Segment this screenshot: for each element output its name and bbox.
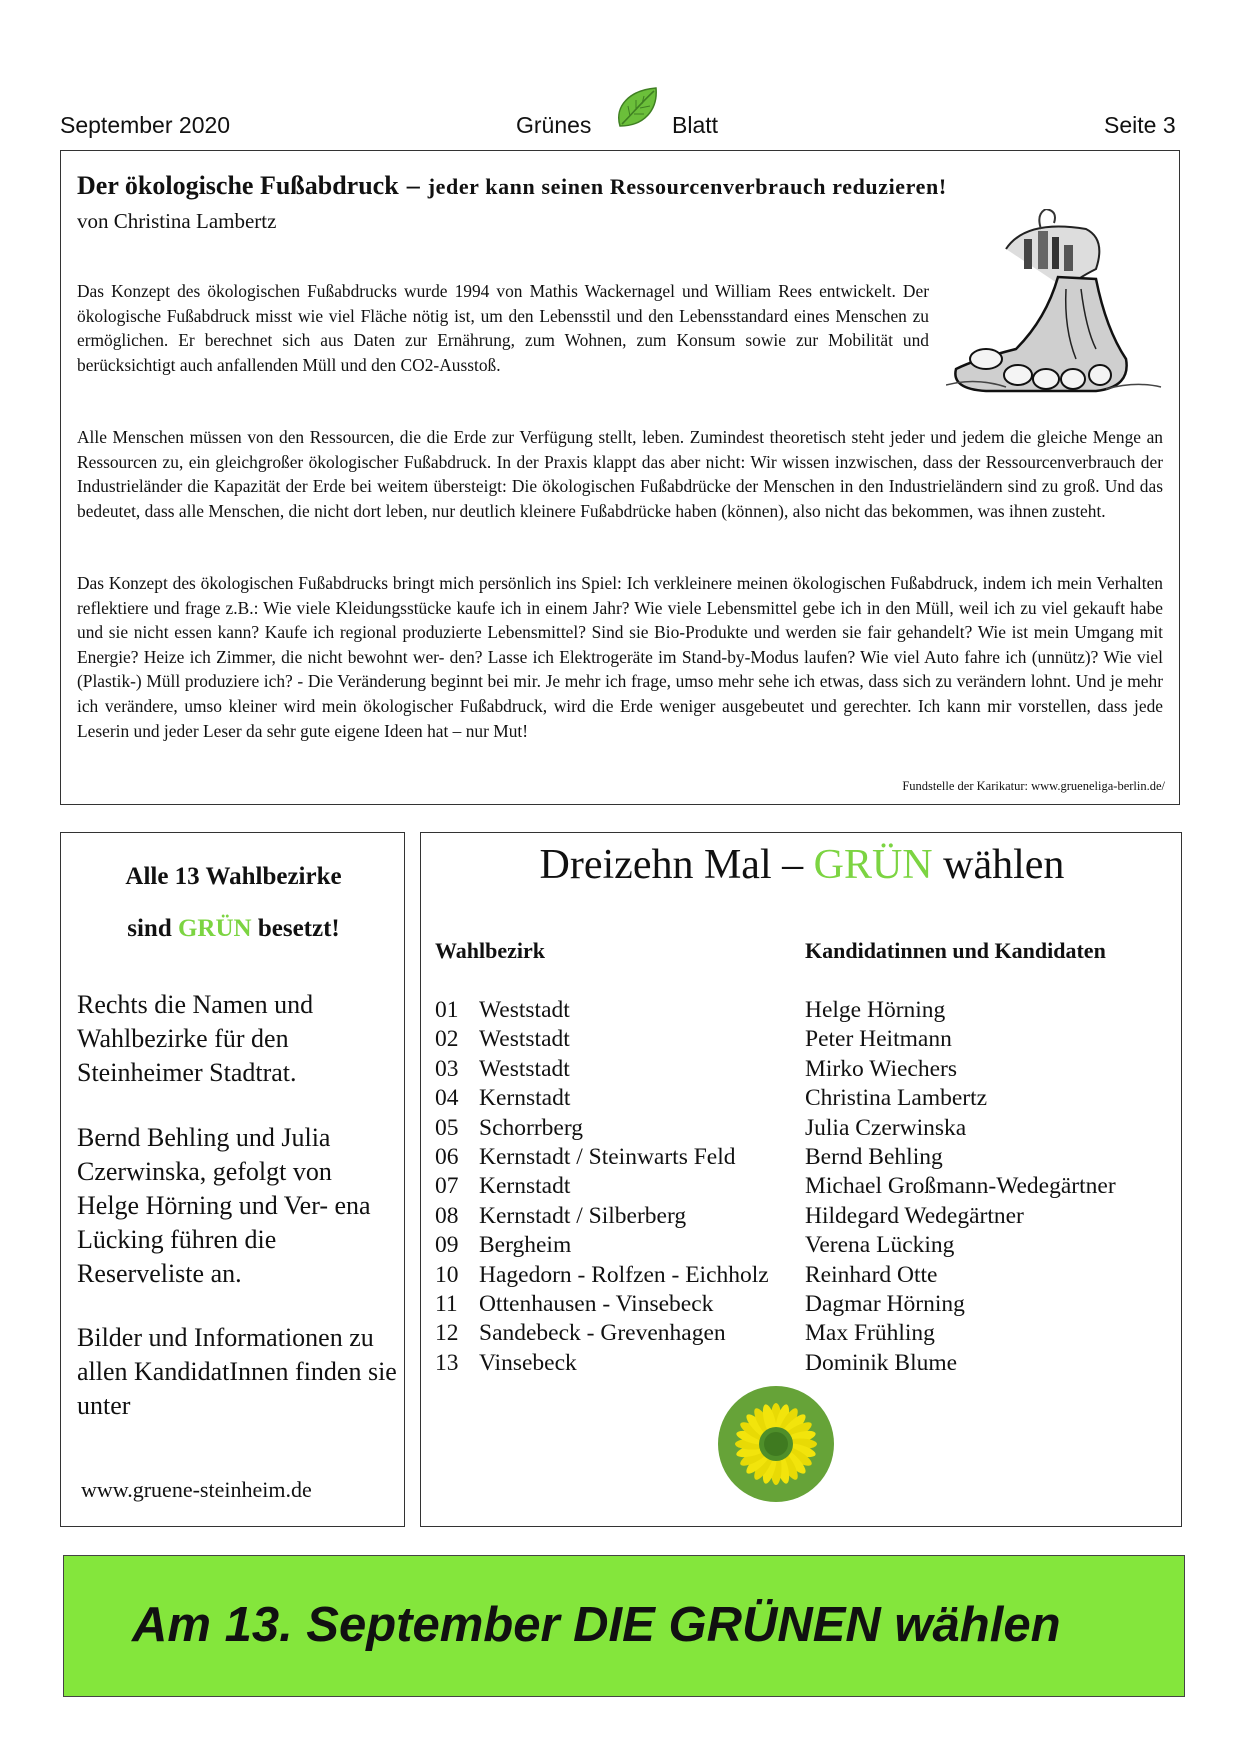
district-name: Hagedorn - Rolfzen - Eichholz — [479, 1261, 769, 1288]
article-paragraph-1: Das Konzept des ökologischen Fußabdrucks wurde 1994 von Mathis Wackernagel und William Rees entwickelt. Der ökologische Fußabdruck misst wie viel Fläche nötig ist, um den Lebensstil und den Lebensstandard eines Menschen zu ermöglichen. Er berechnet sich aus Daten zur Ernährung, zum Wohnen, zum Konsum sowie zur Mobilität und berücksichtigt auch anfallenden Müll und den CO2-Ausstoß. — [77, 281, 929, 375]
district-number: 03 — [435, 1055, 459, 1082]
district-name: Vinsebeck — [479, 1349, 577, 1376]
column-header-candidates: Kandidatinnen und Kandidaten — [805, 938, 1106, 963]
district-name: Schorrberg — [479, 1114, 583, 1141]
website-link[interactable]: www.gruene-steinheim.de — [81, 1477, 312, 1502]
newsletter-name-part1: Grünes — [516, 112, 592, 138]
info-heading-green: GRÜN — [177, 915, 252, 942]
district-name: Kernstadt / Silberberg — [479, 1202, 687, 1229]
election-banner — [63, 1555, 1185, 1697]
article-paragraph-3: Das Konzept des ökologischen Fußabdrucks bringt mich persönlich ins Spiel: Ich verkleinere meinen ökologischen Fußabdruck, indem ich mein Verhalten reflektiere und frage z.B.: Wie viele Kleidungsstücke kaufe ich in einem Jahr? Wie viele Lebensmittel gebe ich in den Müll, weil ich zu viel gekauft habe und sie nicht essen kann? Kaufe ich regional produzierte Lebensmittel? Sind sie Bio-Produkte und werden sie fair gehandelt? Wie ist mein Umgang mit Energie? Heize ich Zimmer, die nicht bewohnt wer- den? Lasse ich Elektrogeräte im Stand-by-Modus laufen? Wie viel Auto fahre ich (unnütz)? Wie viel (Plastik-) Müll produziere ich? - Die Veränderung beginnt bei mir. Je mehr ich frage, umso mehr sehe ich etwas, dass sich zu verändern lohnt. Und je mehr ich verändere, umso kleiner wird mein ökologischer Fußabdruck, wird die Erde weniger ausgebeutet und gerechter. Ich kann mir vorstellen, dass jede Leserin und jeder Leser da sehr gute eigene Ideen hat – nur Mut! — [77, 573, 1163, 741]
candidate-name: Michael Großmann-Wedegärtner — [805, 1173, 1116, 1200]
article-title-main: Der ökologische Fußabdruck — [77, 171, 399, 200]
candidate-name: Verena Lücking — [805, 1232, 955, 1259]
info-heading-text-end: besetzt! — [251, 915, 340, 942]
district-name: Bergheim — [479, 1232, 572, 1259]
candidate-name: Dominik Blume — [805, 1349, 958, 1376]
district-name: Weststadt — [479, 1026, 570, 1053]
candidate-name: Julia Czerwinska — [805, 1114, 967, 1141]
district-number: 08 — [435, 1202, 459, 1229]
info-text-2: Bernd Behling und Julia Czerwinska, gefolgt von Helge Hörning und Ver- ena Lücking führen die Reserveliste an. — [77, 1123, 371, 1288]
table-row — [435, 1290, 1116, 1319]
issue-date: September 2020 — [60, 112, 231, 138]
table-row — [435, 1202, 1116, 1231]
district-number: 13 — [435, 1349, 459, 1376]
candidates-title-pre: Dreizehn Mal – — [539, 842, 814, 888]
table-row — [435, 996, 1116, 1025]
info-heading-line1: Alle 13 Wahlbezirke — [125, 863, 342, 890]
column-header-district: Wahlbezirk — [435, 938, 546, 963]
district-number: 04 — [435, 1085, 459, 1112]
table-row — [435, 1349, 1116, 1378]
banner-text: Am 13. September DIE GRÜNEN wählen — [132, 1598, 1061, 1652]
district-number: 01 — [435, 997, 459, 1023]
article-box — [60, 150, 1180, 805]
district-number: 07 — [435, 1173, 459, 1200]
candidate-name: Helge Hörning — [805, 997, 946, 1023]
candidates-box — [420, 832, 1182, 1527]
page-number: Seite 3 — [1104, 112, 1176, 138]
district-name: Weststadt — [479, 997, 570, 1023]
footprint-caricature-icon — [946, 209, 1166, 404]
newsletter-name-part2: Blatt — [672, 112, 719, 138]
article-subtitle: jeder kann seinen Ressourcenverbrauch reduzieren! — [427, 174, 947, 199]
leaf-icon — [614, 84, 660, 137]
candidate-name: Peter Heitmann — [805, 1026, 952, 1053]
image-credit: Fundstelle der Karikatur: www.grueneliga-berlin.de/ — [902, 779, 1165, 793]
candidate-name: Hildegard Wedegärtner — [805, 1202, 1024, 1229]
candidate-name: Mirko Wiechers — [805, 1055, 957, 1082]
district-number: 09 — [435, 1232, 459, 1259]
table-row — [435, 1143, 1116, 1172]
table-row — [435, 1055, 1116, 1084]
district-number: 11 — [435, 1291, 458, 1318]
candidate-name: Dagmar Hörning — [805, 1291, 965, 1318]
candidates-title-green: GRÜN — [813, 842, 933, 888]
district-name: Ottenhausen - Vinsebeck — [479, 1291, 714, 1318]
table-row — [435, 1025, 1116, 1054]
district-name: Sandebeck - Grevenhagen — [479, 1320, 726, 1347]
candidates-table-body — [435, 996, 1116, 1378]
article-title — [77, 171, 947, 201]
title-dash: – — [406, 171, 420, 200]
candidate-name: Reinhard Otte — [805, 1261, 938, 1288]
article-paragraph-2: Alle Menschen müssen von den Ressourcen, die die Erde zur Verfügung stellt, leben. Zumindest theoretisch steht jeder und jedem die gleiche Menge an Ressourcen zu, ein gleichgroßer ökologischer Fußabdruck. In der Praxis klappt das aber nicht: Wir wissen inzwischen, dass der Ressourcenverbrauch der Industrieländer die Kapazität der Erde bei weitem übersteigt: Die ökologischen Fußabdrücke der Menschen in den Industrieländern sind zu groß. Und das bedeutet, dass alle Menschen, die nicht dort leben, nur deutlich kleinere Fußabdrücke haben (können), also nicht das bekommen, was ihnen zusteht. — [77, 427, 1163, 521]
info-box — [60, 832, 405, 1527]
article-author: von Christina Lambertz — [77, 209, 277, 233]
table-row — [435, 1319, 1116, 1348]
district-number: 05 — [435, 1114, 459, 1141]
candidate-name: Max Frühling — [805, 1320, 935, 1347]
district-name: Kernstadt / Steinwarts Feld — [479, 1144, 736, 1171]
table-row — [435, 1084, 1116, 1113]
district-name: Weststadt — [479, 1055, 570, 1082]
table-row — [435, 1114, 1116, 1143]
info-text-1: Rechts die Namen und Wahlbezirke für den Steinheimer Stadtrat. — [77, 990, 314, 1087]
district-number: 10 — [435, 1261, 459, 1288]
district-number: 06 — [435, 1144, 459, 1171]
table-row — [435, 1172, 1116, 1201]
candidate-name: Christina Lambertz — [805, 1085, 988, 1112]
candidate-name: Bernd Behling — [805, 1144, 943, 1171]
info-text-3: Bilder und Informationen zu allen KandidatInnen finden sie unter — [77, 1323, 397, 1420]
district-number: 12 — [435, 1320, 459, 1347]
district-name: Kernstadt — [479, 1085, 571, 1112]
table-row — [435, 1261, 1116, 1290]
district-number: 02 — [435, 1026, 459, 1053]
candidates-title — [421, 841, 1183, 889]
candidates-title-post: wählen — [932, 842, 1065, 888]
sunflower-icon — [717, 1385, 835, 1508]
table-row — [435, 1231, 1116, 1260]
district-name: Kernstadt — [479, 1173, 571, 1200]
info-heading-text: sind — [127, 915, 178, 942]
candidates-table — [435, 996, 1116, 1378]
info-heading-line2 — [61, 915, 406, 943]
